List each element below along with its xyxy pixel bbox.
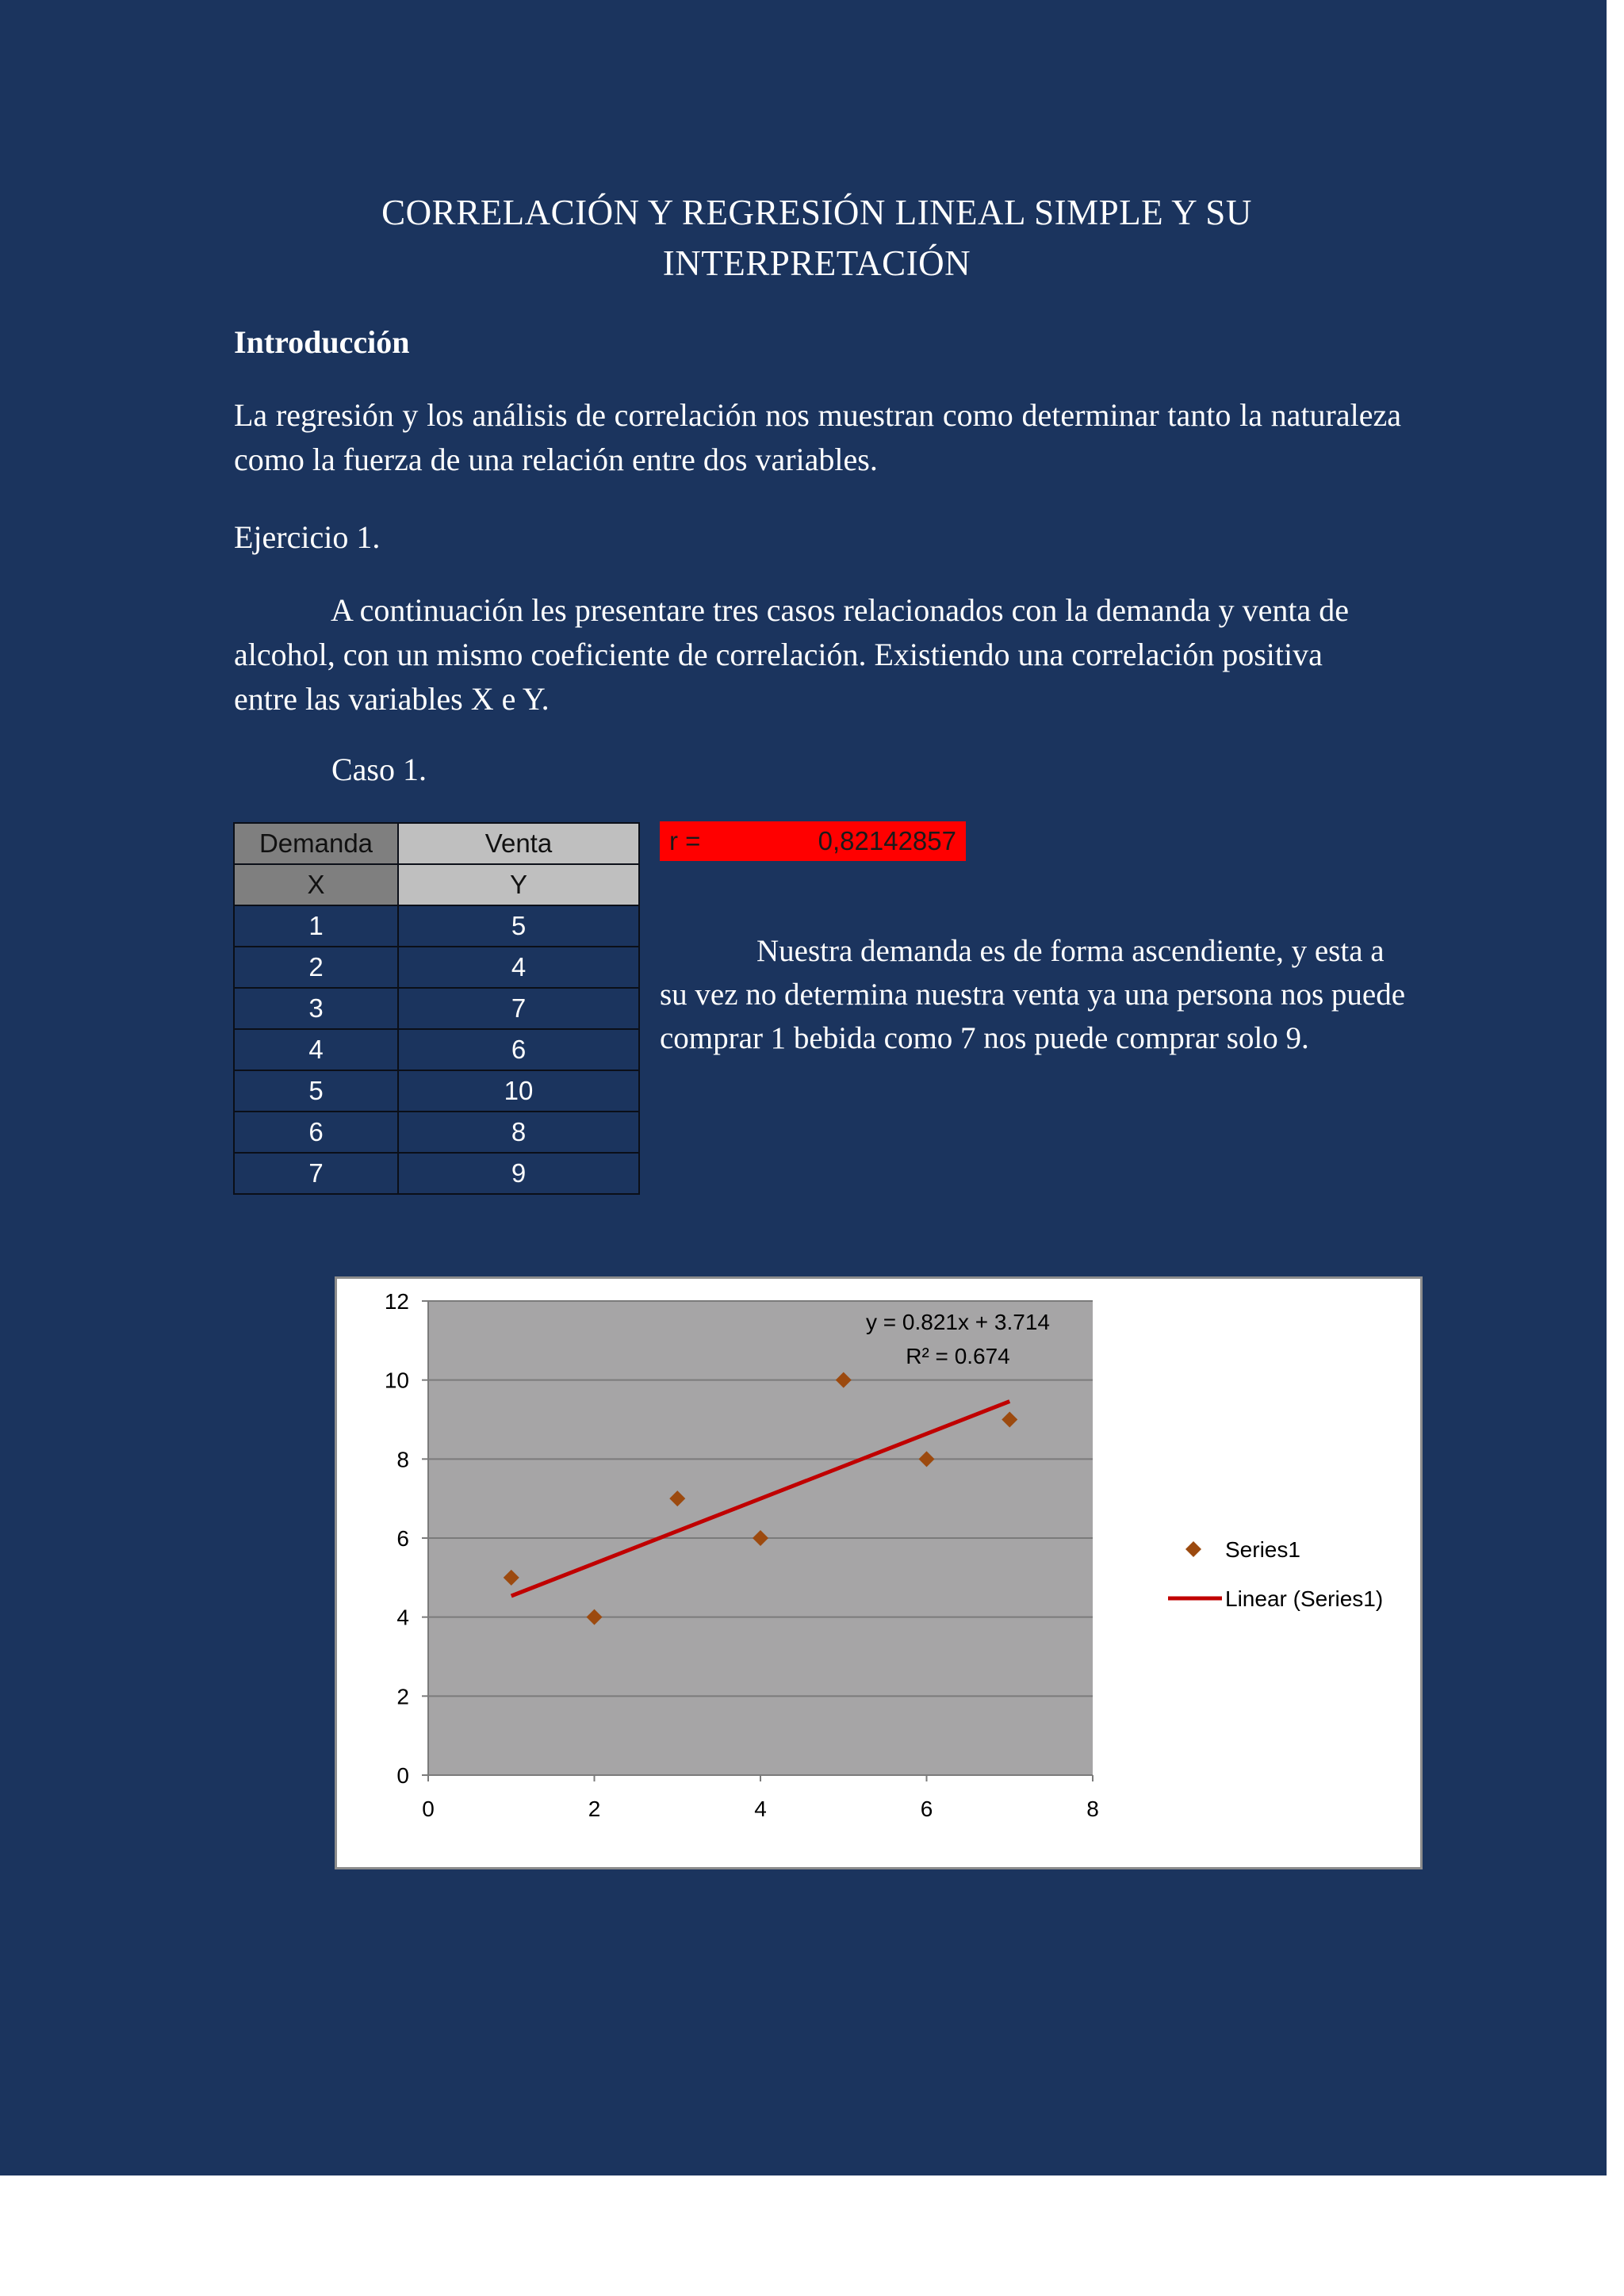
interpretation-paragraph: Nuestra demanda es de forma ascendiente, y esta a su vez no determina nuestra venta ya una persona nos puede comprar 1 bebida como 7 nos puede comprar solo 9. [660,934,1405,1055]
table-row [234,1112,639,1153]
y-tick-label: 12 [384,1289,409,1314]
document-title [234,187,1400,289]
cell-y: 8 [398,1112,639,1153]
exercise-label: Ejercicio 1. [234,519,381,555]
cell-y: 10 [398,1070,639,1112]
correlation-label: r = [669,826,701,855]
table-row [234,1070,639,1112]
y-tick-label: 0 [396,1763,409,1788]
table-row [234,1029,639,1070]
description-paragraph: A continuación les presentare tres casos relacionados con la demanda y venta de alcohol, con un mismo coeficiente de correlación. Existiendo una correlación positiva entre las variables X e Y. [234,592,1349,717]
table-row [234,947,639,988]
legend-label-series1: Series1 [1225,1537,1300,1562]
correlation-value: 0,82142857 [818,826,956,855]
y-tick-label: 4 [396,1605,409,1630]
legend-label-trendline: Linear (Series1) [1225,1586,1384,1611]
cell-x: 3 [234,988,398,1029]
x-tick-label: 6 [920,1797,933,1821]
table-row [234,988,639,1029]
cell-x: 7 [234,1153,398,1194]
table-row [234,905,639,947]
cell-x: 1 [234,905,398,947]
y-tick-label: 6 [396,1526,409,1551]
header-venta: Venta [398,823,639,864]
cell-y: 5 [398,905,639,947]
y-tick-label: 8 [396,1447,409,1472]
trendline-equation: y = 0.821x + 3.714 [866,1310,1050,1334]
legend-marker-series1 [1185,1541,1201,1557]
chart-svg [337,1279,1420,1867]
y-tick-label: 2 [396,1684,409,1709]
title-line-2: INTERPRETACIÓN [662,243,971,283]
table-header-row [234,823,639,864]
cell-y: 4 [398,947,639,988]
data-table [233,822,640,1195]
table-subheader-row [234,864,639,905]
cell-x: 2 [234,947,398,988]
header-y: Y [398,864,639,905]
scatter-chart [335,1276,1423,1869]
header-demanda: Demanda [234,823,398,864]
section-heading: Introducción [234,324,410,360]
cell-x: 6 [234,1112,398,1153]
x-tick-label: 2 [588,1797,601,1821]
x-tick-label: 0 [422,1797,435,1821]
header-x: X [234,864,398,905]
title-line-1: CORRELACIÓN Y REGRESIÓN LINEAL SIMPLE Y SU [381,193,1252,232]
cell-y: 9 [398,1153,639,1194]
cell-y: 6 [398,1029,639,1070]
trendline-r2: R² = 0.674 [906,1344,1010,1368]
intro-paragraph: La regresión y los análisis de correlación nos muestran como determinar tanto la naturaleza como la fuerza de una relación entre dos variables. [234,397,1401,477]
cell-x: 5 [234,1070,398,1112]
table-row [234,1153,639,1194]
x-tick-label: 8 [1086,1797,1099,1821]
correlation-box [660,821,966,861]
cell-y: 7 [398,988,639,1029]
cell-x: 4 [234,1029,398,1070]
case-label: Caso 1. [331,752,427,787]
x-tick-label: 4 [754,1797,767,1821]
y-tick-label: 10 [384,1368,409,1393]
